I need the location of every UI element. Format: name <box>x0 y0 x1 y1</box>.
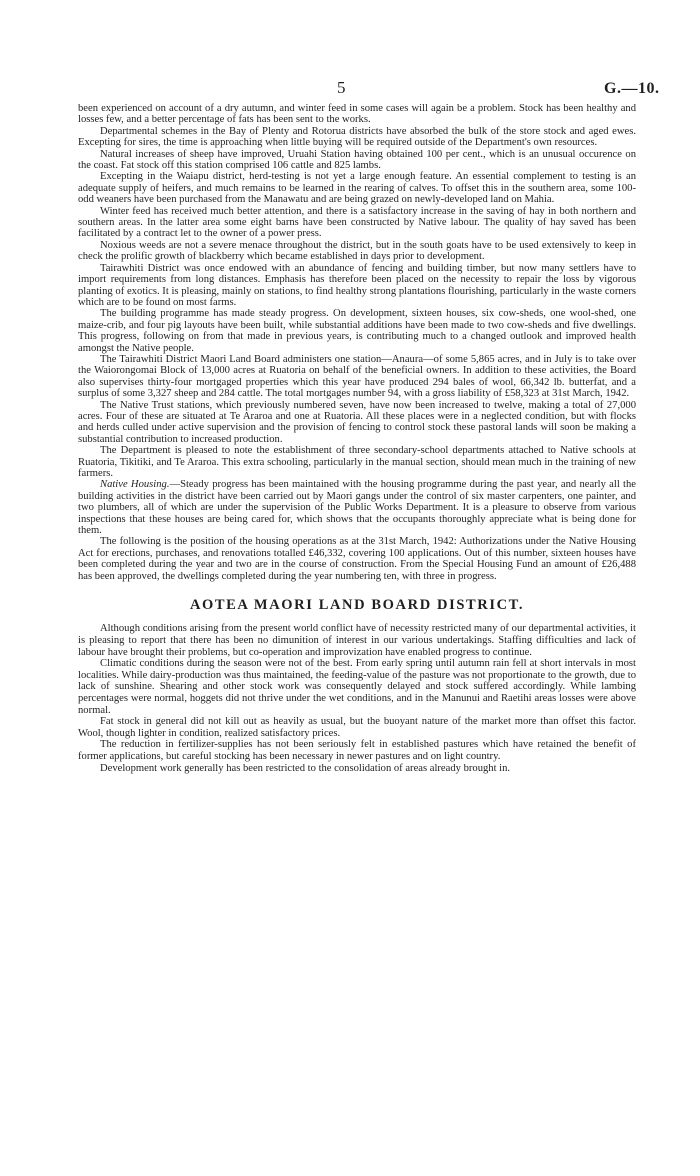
section-heading-aotea: AOTEA MAORI LAND BOARD DISTRICT. <box>189 597 525 614</box>
paragraph-secondary-schools: The Department is pleased to note the establishment of three secondary-school departments attached to Native schools at Ruatoria, Tikitiki, and Te Araroa. This extra schooling, particularly in the manual section, should mean much in the training of new farmers. <box>78 445 636 479</box>
native-housing-text: —Steady progress has been maintained with the housing programme during the past year, and nearly all the building activities in the district have been carried out by Maori gangs under the control of six master carpenters, one painter, and two plumbers, all of which are under the supervision of the Public Works Department. It is a pleasure to observe from various inspections that these houses are being cared for, which shows that the occupants thoroughly appreciate what is being done for them. <box>78 479 636 537</box>
paragraph-aotea-fat-stock: Fat stock in general did not kill out as heavily as usual, but the buoyant nature of the market more than offset this factor. Wool, though lighter in condition, realized satisfactory prices. <box>78 716 636 739</box>
paragraph-herd-testing: Excepting in the Waiapu district, herd-testing is not yet a large enough feature. An essential complement to testing is an adequate supply of heifers, and much remains to be learned in the rearing of calves. To offset this in the southern area, some 100-odd weaners have been purchased from the Manawatu and are being grazed on newly-developed land on Mahia. <box>78 171 636 206</box>
paragraph-aotea-conditions: Although conditions arising from the present world conflict have of necessity restricted many of our departmental activities, it is pleasing to report that there has been no dimunition of interest in our various undertakings. Staffing difficulties and lack of labour have brought their problems, but co-operation and improvization have enabled progress to continue. <box>78 623 636 658</box>
paragraph-noxious-weeds: Noxious weeds are not a severe menace throughout the district, but in the south goats have to be used extensively to keep in check the prolific growth of blackberry which became established in days prior to development. <box>78 239 636 263</box>
paragraph-native-housing <box>78 479 636 536</box>
paragraph-departmental-schemes: Departmental schemes in the Bay of Plenty and Rotorua districts have absorbed the bulk of the store stock and aged ewes. Excepting for sires, the time is approaching when little buying will be required outside of the Department's own resources. <box>78 125 636 149</box>
paragraph-aotea-development: Development work generally has been restricted to the consolidation of areas already brought in. <box>100 762 511 774</box>
paragraph-housing-operations: The following is the position of the housing operations as at the 31st March, 1942: Authorizations under the Native Housing Act for erections, purchases, and renovations totalled £46,332, covering 100 applications. Out of this number, sixteen houses have been completed during the year and two are in the course of construction. From the Special Housing Fund an amount of £26,488 has been approved, the dwellings completed during the year numbering ten, with three in progress. <box>78 536 636 582</box>
main-text-column <box>78 103 636 774</box>
page-number: 5 <box>337 78 346 97</box>
paragraph-natural-increases: Natural increases of sheep have improved, Uruahi Station having obtained 100 per cent., which is an unusual occurence on the coast. Fat stock off this station comprised 106 cattle and 825 lambs. <box>78 148 636 172</box>
paragraph-timber: Tairawhiti District was once endowed with an abundance of fencing and building timber, but now many settlers have to import requirements from long distances. Emphasis has therefore been placed on the necessity to repair the loss by vigorous planting of exotics. It is pleasing, mainly on stations, to find healthy strong plantations flourishing, particularly in the waste corners which are to be found on most farms. <box>78 262 636 308</box>
paragraph-stock-health: been experienced on account of a dry autumn, and winter feed in some cases will again be a problem. Stock has been healthy and losses few, and a better percentage of fats has been sent to the works. <box>78 103 636 126</box>
native-housing-label: Native Housing. <box>100 479 170 491</box>
paragraph-building-programme: The building programme has made steady progress. On development, sixteen houses, six cow-sheds, one wool-shed, one maize-crib, and four pig layouts have been built, while substantial additions have been made to two cow-sheds and five dwellings. This progress, following on from that made in previous years, is contributing much to a changed outlook and improved health amongst the Native people. <box>78 308 636 354</box>
aotea-section <box>78 623 636 774</box>
paragraph-trust-stations: The Native Trust stations, which previously numbered seven, have now been increased to twelve, making a total of 27,000 acres. Four of these are situated at Te Araroa and one at Ruatoria. All these places were in a neglected condition, but with flocks and herds culled under active supervision and the provision of fencing to control stock these pastoral lands will soon be making a substantial contribution to increased production. <box>78 399 636 445</box>
page-code: G.—10. <box>604 80 660 97</box>
paragraph-land-board: The Tairawhiti District Maori Land Board administers one station—Anaura—of some 5,865 acres, and in July is to take over the Waiorongomai Block of 13,000 acres at Ruatoria on behalf of the beneficial owners. In addition to these activities, the Board also supervises thirty-four mortgaged properties which this year have produced 294 bales of wool, 66,342 lb. butterfat, and a surplus of some 3,327 sheep and 284 cattle. The total mortgages number 94, with a gross liability of £58,323 at 31st March, 1942. <box>78 353 636 400</box>
paragraph-winter-feed: Winter feed has received much better attention, and there is a satisfactory increase in the saving of hay in both northern and southern areas. In the latter area some eight barns have been constructed by Native labour. The quality of hay saved has been facilitated by a contract let to the owner of a power press. <box>78 205 636 240</box>
paragraph-aotea-fertilizer: The reduction in fertilizer-supplies has not been seriously felt in established pastures which have retained the benefit of former applications, but careful stocking has been necessary in newer pastures and on light country. <box>78 739 636 762</box>
paragraph-aotea-climate: Climatic conditions during the season were not of the best. From early spring until autumn rain fell at short intervals in most localities. While dairy-production was thus maintained, the feeding-value of the pasture was not proportionate to the growth, due to lack of sunshine. Shearing and other stock work was consequently delayed and stock suffered accordingly. While lambing percentages were normal, hoggets did not thrive under the wet conditions, and in the Manunui and Raetihi areas losses were above normal. <box>78 658 636 716</box>
